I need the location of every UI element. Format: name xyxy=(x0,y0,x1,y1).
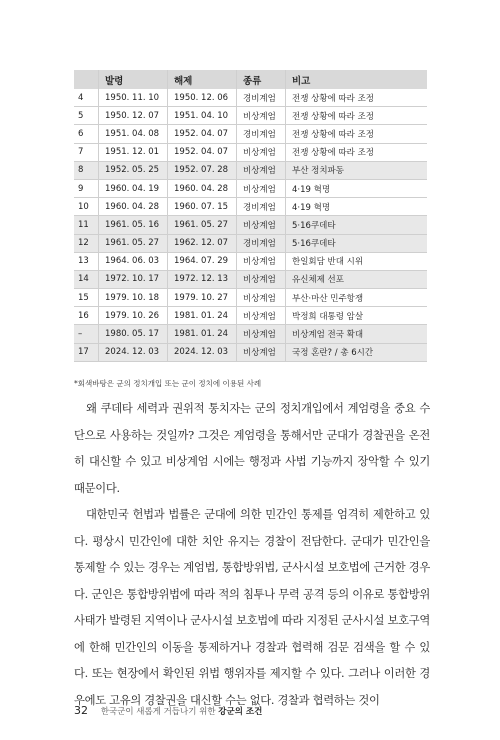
cell-note: 4·19 혁명 xyxy=(286,179,428,197)
cell-lifted: 1979. 10. 27 xyxy=(168,289,237,307)
cell-note: 4·19 혁명 xyxy=(286,198,428,216)
header-issued: 발령 xyxy=(99,70,168,89)
cell-note: 한일회담 반대 시위 xyxy=(286,252,428,270)
table-row xyxy=(74,143,427,161)
cell-note: 전쟁 상황에 따라 조정 xyxy=(286,143,428,161)
cell-note: 전쟁 상황에 따라 조정 xyxy=(286,125,428,143)
cell-issued: 1960. 04. 28 xyxy=(99,198,168,216)
header-note: 비고 xyxy=(286,70,428,89)
cell-issued: 1961. 05. 27 xyxy=(99,234,168,252)
table-row xyxy=(74,343,427,361)
cell-issued: 1979. 10. 26 xyxy=(99,307,168,325)
body-text xyxy=(74,396,430,714)
book-title-prefix: 한국군이 새롭게 거듭나기 위한 xyxy=(100,707,219,717)
cell-note: 부산 정치파동 xyxy=(286,161,428,179)
table-row xyxy=(74,234,427,252)
martial-law-table xyxy=(74,70,427,362)
cell-type: 경비계엄 xyxy=(237,89,286,107)
table-row xyxy=(74,216,427,234)
cell-issued: 1951. 12. 01 xyxy=(99,143,168,161)
cell-no: 17 xyxy=(74,343,99,361)
cell-no: 16 xyxy=(74,307,99,325)
table-row xyxy=(74,107,427,125)
cell-type: 경비계엄 xyxy=(237,125,286,143)
cell-issued: 1960. 04. 19 xyxy=(99,179,168,197)
cell-lifted: 1960. 04. 28 xyxy=(168,179,237,197)
cell-lifted: 1952. 07. 28 xyxy=(168,161,237,179)
cell-no: 4 xyxy=(74,89,99,107)
cell-note: 전쟁 상황에 따라 조정 xyxy=(286,89,428,107)
cell-no: – xyxy=(74,325,99,343)
cell-type: 비상계엄 xyxy=(237,179,286,197)
cell-lifted: 1960. 07. 15 xyxy=(168,198,237,216)
cell-lifted: 1952. 04. 07 xyxy=(168,125,237,143)
table-row xyxy=(74,161,427,179)
cell-no: 15 xyxy=(74,289,99,307)
table-row xyxy=(74,289,427,307)
cell-issued: 1980. 05. 17 xyxy=(99,325,168,343)
cell-note: 부산·마산 민주항쟁 xyxy=(286,289,428,307)
book-title-strong: 강군의 조건 xyxy=(218,707,263,717)
cell-lifted: 1961. 05. 27 xyxy=(168,216,237,234)
cell-type: 비상계엄 xyxy=(237,107,286,125)
page-footer xyxy=(74,704,262,717)
cell-type: 비상계엄 xyxy=(237,252,286,270)
cell-no: 5 xyxy=(74,107,99,125)
cell-type: 비상계엄 xyxy=(237,216,286,234)
cell-lifted: 1981. 01. 24 xyxy=(168,307,237,325)
cell-lifted: 1972. 12. 13 xyxy=(168,270,237,288)
cell-issued: 1951. 04. 08 xyxy=(99,125,168,143)
cell-note: 전쟁 상황에 따라 조정 xyxy=(286,107,428,125)
cell-issued: 1952. 05. 25 xyxy=(99,161,168,179)
table-row xyxy=(74,270,427,288)
cell-note: 박정희 대통령 암살 xyxy=(286,307,428,325)
table-row xyxy=(74,125,427,143)
martial-law-table-container xyxy=(74,70,427,362)
cell-issued: 1950. 12. 07 xyxy=(99,107,168,125)
page-number: 32 xyxy=(74,704,88,717)
paragraph: 대한민국 헌법과 법률은 군대에 의한 민간인 통제를 엄격히 제한하고 있다. 평상시 민간인에 대한 치안 유지는 경찰이 전담한다. 군대가 민간인을 통제할 수 있는 경우는 계엄법, 통합방위법, 군사시설 보호법에 근거한 경우다. 군인은 통합방위법에 따라 적의 침투나 무력 공격 등의 이유로 통합방위사태가 발령된 지역이나 군사시설 보호법에 따라 지정된 군사시설 보호구역에 한해 민간인의 이동을 통제하거나 경찰과 협력해 검문 검색을 할 수 있다. 또는 현장에서 확인된 위법 행위자를 제지할 수 있다. 그러나 이러한 경우에도 고유의 경찰권을 대신할 수는 없다. 경찰과 협력하는 것이 xyxy=(74,508,430,707)
table-body xyxy=(74,89,427,361)
cell-type: 비상계엄 xyxy=(237,143,286,161)
cell-no: 7 xyxy=(74,143,99,161)
cell-issued: 1972. 10. 17 xyxy=(99,270,168,288)
cell-lifted: 1964. 07. 29 xyxy=(168,252,237,270)
cell-type: 경비계엄 xyxy=(237,198,286,216)
cell-issued: 1950. 11. 10 xyxy=(99,89,168,107)
cell-no: 12 xyxy=(74,234,99,252)
header-lifted: 해제 xyxy=(168,70,237,89)
paragraph: 왜 쿠데타 세력과 권위적 통치자는 군의 정치개입에서 계엄령을 중요 수단으로 사용하는 것일까? 그것은 계엄령을 통해서만 군대가 경찰권을 온전히 대신할 수 있고 비상계엄 시에는 행정과 사법 기능까지 장악할 수 있기 때문이다. xyxy=(74,402,430,495)
table-row xyxy=(74,89,427,107)
cell-note: 국정 혼란? / 총 6시간 xyxy=(286,343,428,361)
cell-lifted: 1950. 12. 06 xyxy=(168,89,237,107)
header-type: 종류 xyxy=(237,70,286,89)
cell-lifted: 1951. 04. 10 xyxy=(168,107,237,125)
cell-no: 14 xyxy=(74,270,99,288)
cell-type: 비상계엄 xyxy=(237,289,286,307)
cell-no: 13 xyxy=(74,252,99,270)
cell-type: 비상계엄 xyxy=(237,325,286,343)
cell-issued: 1979. 10. 18 xyxy=(99,289,168,307)
cell-lifted: 2024. 12. 03 xyxy=(168,343,237,361)
cell-issued: 1964. 06. 03 xyxy=(99,252,168,270)
cell-no: 11 xyxy=(74,216,99,234)
cell-no: 9 xyxy=(74,179,99,197)
cell-note: 비상계엄 전국 확대 xyxy=(286,325,428,343)
cell-note: 유신체제 선포 xyxy=(286,270,428,288)
table-row xyxy=(74,252,427,270)
cell-note: 5·16쿠데타 xyxy=(286,234,428,252)
header-no xyxy=(74,70,99,89)
cell-type: 경비계엄 xyxy=(237,234,286,252)
cell-issued: 2024. 12. 03 xyxy=(99,343,168,361)
cell-issued: 1961. 05. 16 xyxy=(99,216,168,234)
table-header-row xyxy=(74,70,427,89)
cell-type: 비상계엄 xyxy=(237,161,286,179)
table-row xyxy=(74,198,427,216)
cell-lifted: 1981. 01. 24 xyxy=(168,325,237,343)
cell-no: 10 xyxy=(74,198,99,216)
cell-note: 5·16쿠데타 xyxy=(286,216,428,234)
cell-lifted: 1952. 04. 07 xyxy=(168,143,237,161)
table-row xyxy=(74,307,427,325)
cell-no: 8 xyxy=(74,161,99,179)
table-row xyxy=(74,325,427,343)
cell-type: 비상계엄 xyxy=(237,343,286,361)
cell-type: 비상계엄 xyxy=(237,307,286,325)
cell-no: 6 xyxy=(74,125,99,143)
cell-type: 비상계엄 xyxy=(237,270,286,288)
table-row xyxy=(74,179,427,197)
table-footnote: *회색바탕은 군의 정치개입 또는 군이 정치에 이용된 사례 xyxy=(74,379,262,388)
cell-lifted: 1962. 12. 07 xyxy=(168,234,237,252)
